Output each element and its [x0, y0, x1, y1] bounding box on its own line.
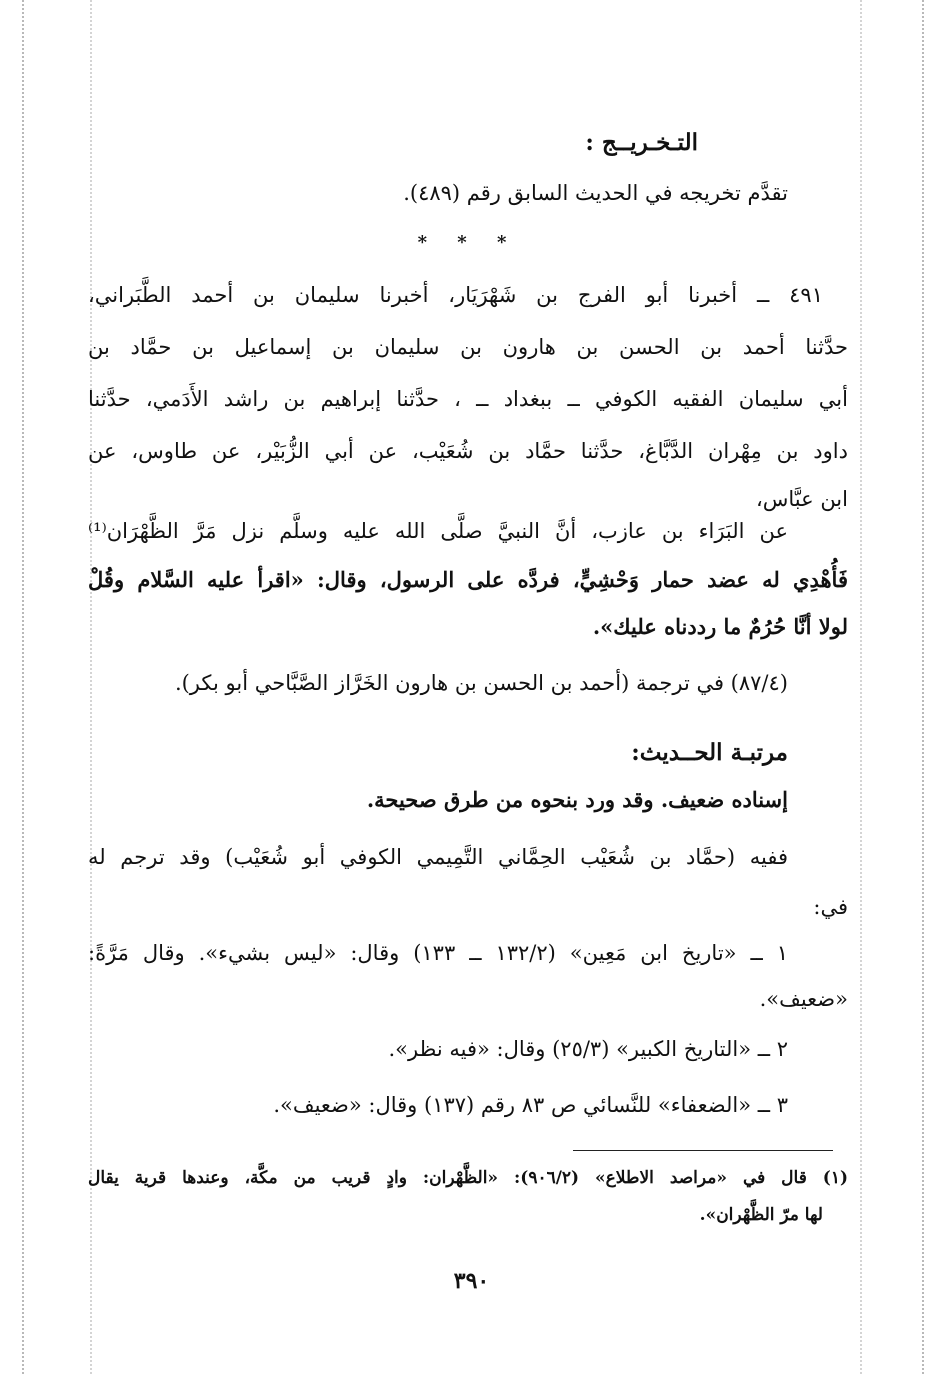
hadith-line-3: أبي سليمان الفقيه الكوفي ــ ببغداد ــ ، حدَّثنا إبراهيم بن راشد الأَدَمي، حدَّثنا [88, 387, 848, 411]
section-separator: * * * [417, 232, 519, 253]
rutba-item-2: ٢ ــ «التاريخ الكبير» (٢٥/٣) وقال: «فيه نظر». [388, 1037, 788, 1061]
page-number: ٣٩٠ [453, 1268, 490, 1294]
hadith-line-9: (٨٧/٤) في ترجمة (أحمد بن الحسن بن هارون الخَرَّاز الصَّبَّاحي أبو بكر). [174, 671, 788, 695]
rutba-text-2b: في: [813, 895, 848, 919]
hadith-line-1: ٤٩١ ــ أخبرنا أبو الفرج بن شَهْرَيَار، أخبرنا سليمان بن أحمد الطَّبَراني، [88, 283, 823, 307]
takhrij-heading: التـخـريــج : [585, 129, 698, 156]
scan-margin-right-dots-2 [922, 0, 924, 1374]
rutba-text-1: إسناده ضعيف. وقد ورد بنحوه من طرق صحيحة. [366, 787, 788, 812]
scan-margin-left-dots [22, 0, 24, 1374]
footnote-line-2: لها مرّ الظَّهْران». [699, 1205, 823, 1225]
hadith-line-2: حدَّثنا أحمد بن الحسن بن هارون بن سليمان بن إسماعيل بن حمَّاد بن [88, 335, 848, 359]
rutba-text-2a: ففيه (حمَّاد بن شُعَيْب الحِمَّاني التَّمِيمي الكوفي أبو شُعَيْب) وقد ترجم له [88, 845, 788, 869]
footnote-rule [573, 1150, 833, 1151]
rutba-item-1b: «ضعيف». [759, 987, 848, 1011]
hadith-line-7: فَأُهْدِي له عضد حمار وَحْشِيٍّ، فردَّه على الرسول، وقال: «اقرأ عليه السَّلام وقُلْ [88, 567, 848, 592]
footnote-line-1: (١) قال في «مراصد الاطلاع» (٩٠٦/٢): «الظَّهْران: وادٍ قريب من مكَّة، وعندها قرية يقال [88, 1168, 848, 1188]
scan-margin-right-dots [860, 0, 862, 1374]
hadith-line-5: ابن عبَّاس، [755, 487, 848, 511]
hadith-line-4: داود بن مِهْران الدَّبَّاغ، حدَّثنا حمَّاد بن شُعَيْب، عن أبي الزُّبَيْر، عن طاوس، عن [88, 439, 848, 463]
rutba-heading: مرتبـة الحــديث: [631, 739, 788, 766]
hadith-line-6: عن البَرَاء بن عازب، أنَّ النبيَّ صلَّى الله عليه وسلَّم نزل مَرَّ الظَّهْرَان⁽¹⁾ [88, 519, 788, 543]
rutba-item-3: ٣ ــ «الضعفاء» للنَّسائي ص ٨٣ رقم (١٣٧) وقال: «ضعيف». [273, 1093, 788, 1117]
rutba-item-1a: ١ ــ «تاريخ ابن مَعِين» (١٣٢/٢ ــ ١٣٣) وقال: «ليس بشيء». وقال مَرَّةً: [88, 941, 788, 965]
hadith-line-8: لولا أنَّا حُرُمٌ ما رددناه عليك». [592, 614, 848, 639]
takhrij-text: تقدَّم تخريجه في الحديث السابق رقم (٤٨٩). [403, 181, 788, 205]
